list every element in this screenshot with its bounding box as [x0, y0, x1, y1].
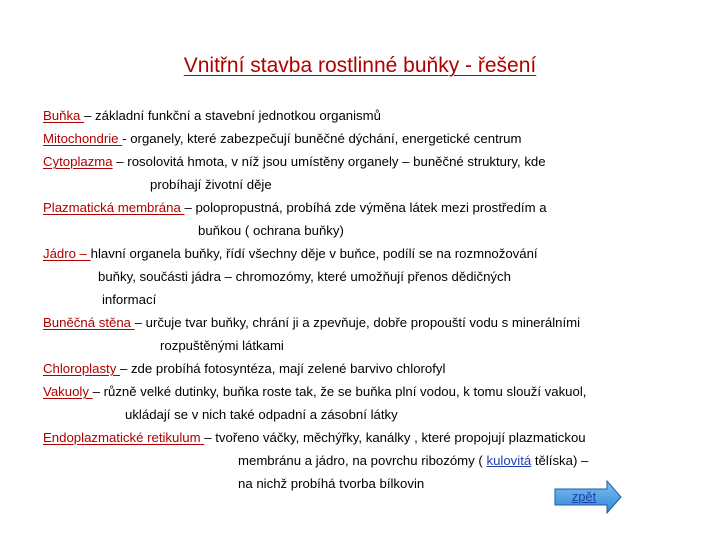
def-jadro-cont: buňky, součásti jádra – chromozómy, které umožňují přenos dědičných [98, 269, 511, 284]
def-jadro: hlavní organela buňky, řídí všechny děje v buňce, podílí se na rozmnožování [90, 246, 538, 261]
def-stena-cont: rozpuštěnými látkami [160, 338, 284, 353]
term-stena: Buněčná stěna [43, 315, 135, 330]
def-vakuoly-cont: ukládají se v nich také odpadní a zásobní látky [125, 407, 398, 422]
def-membrana: – polopropustná, probíhá zde výměna látek mezi prostředím a [184, 200, 547, 215]
def-vakuoly: – různě velké dutinky, buňka roste tak, že se buňka plní vodou, k tomu slouží vakuol, [92, 384, 587, 399]
def-bunka: – základní funkční a stavební jednotkou organismů [84, 108, 381, 123]
entry-chloroplasty [43, 357, 693, 380]
term-retikulum: Endoplazmatické retikulum [43, 430, 205, 445]
definitions-list [43, 104, 693, 495]
term-chloroplasty: Chloroplasty [43, 361, 120, 376]
def-cytoplazma: – rosolovitá hmota, v níž jsou umístěny organely – buněčné struktury, kde [112, 154, 546, 169]
entry-cytoplazma [43, 150, 693, 173]
def-retikulum: – tvořeno váčky, měchýřky, kanálky , které propojují plazmatickou [204, 430, 586, 445]
term-membrana: Plazmatická membrána [43, 200, 185, 215]
def-retikulum-cont2: na nichž probíhá tvorba bílkovin [238, 476, 425, 491]
term-jadro: Jádro – [43, 246, 91, 261]
def-chloroplasty: – zde probíhá fotosyntéza, mají zelené barvivo chlorofyl [119, 361, 446, 376]
link-kulovita[interactable]: kulovitá [486, 453, 532, 468]
entry-bunka [43, 104, 693, 127]
def-retikulum-cont-a: membránu a jádro, na povrchu ribozómy ( [238, 453, 487, 468]
def-stena: – určuje tvar buňky, chrání ji a zpevňuje, dobře propouští vodu s minerálními [134, 315, 581, 330]
def-mitochondrie: - organely, které zabezpečují buněčné dýchání, energetické centrum [122, 131, 522, 146]
def-jadro-cont2: informací [102, 292, 157, 307]
entry-retikulum [43, 426, 693, 449]
entry-stena [43, 311, 693, 334]
term-vakuoly: Vakuoly [43, 384, 93, 399]
entry-mitochondrie [43, 127, 693, 150]
back-button[interactable] [553, 480, 623, 514]
term-mitochondrie: Mitochondrie [43, 131, 123, 146]
term-cytoplazma: Cytoplazma [43, 154, 113, 169]
back-button-label: zpět [571, 489, 597, 504]
def-retikulum-cont-b: tělíska) – [531, 453, 589, 468]
def-cytoplazma-cont: probíhají životní děje [150, 177, 272, 192]
def-retikulum-cont [43, 449, 693, 472]
entry-jadro [43, 242, 693, 265]
entry-membrana [43, 196, 693, 219]
page-title: Vnitřní stavba rostlinné buňky - řešení [183, 54, 537, 77]
entry-vakuoly [43, 380, 693, 403]
term-bunka: Buňka [43, 108, 85, 123]
def-membrana-cont: buňkou ( ochrana buňky) [198, 223, 344, 238]
